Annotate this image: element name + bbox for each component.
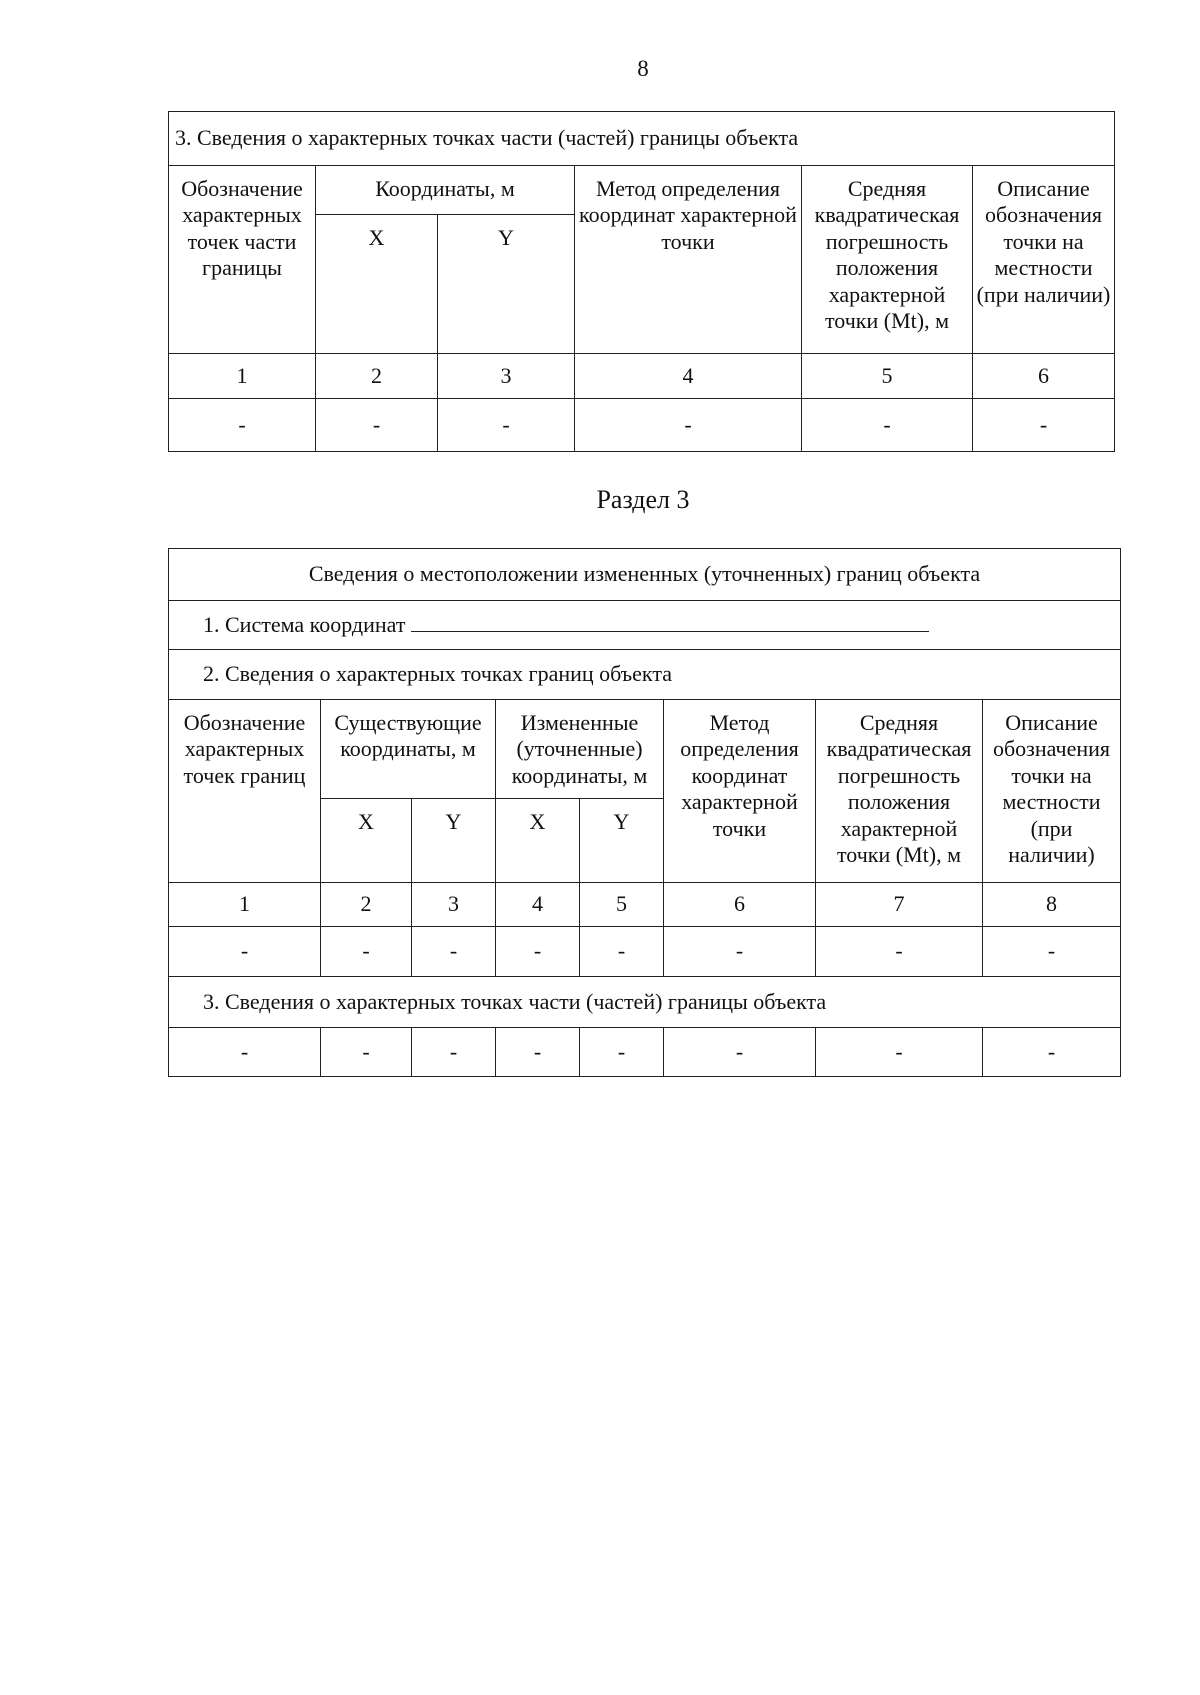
col-header-error: Средняя квадратическая погрешность положения характерной точки (Mt), м	[802, 166, 973, 354]
column-number: 4	[575, 354, 802, 399]
column-number: 2	[316, 354, 438, 399]
section-title: Раздел 3	[596, 485, 690, 514]
col-header-method: Метод определения координат характерной точки	[575, 166, 802, 354]
table-cell: -	[802, 399, 973, 452]
table-cell: -	[321, 927, 412, 977]
col-header-y: Y	[580, 799, 664, 883]
table-cell: -	[816, 927, 983, 977]
subsection-title: 3. Сведения о характерных точках части (частей) границы объекта	[169, 977, 1121, 1028]
col-header-x: X	[321, 799, 412, 883]
col-header-x: X	[496, 799, 580, 883]
column-number: 7	[816, 883, 983, 927]
column-number: 2	[321, 883, 412, 927]
coordinate-system-row	[169, 601, 1121, 650]
column-number: 5	[802, 354, 973, 399]
col-header-x: X	[316, 215, 438, 354]
col-header-method: Метод определения координат характерной точки	[664, 700, 816, 883]
table-cell: -	[664, 927, 816, 977]
table-cell: -	[973, 399, 1115, 452]
col-header-points: Обозначение характерных точек части границы	[169, 166, 316, 354]
col-header-y: Y	[438, 215, 575, 354]
coordinate-system-label: 1. Система координат	[203, 612, 406, 638]
col-header-y: Y	[412, 799, 496, 883]
table-cell: -	[496, 1028, 580, 1077]
table-cell: -	[580, 927, 664, 977]
table-cell: -	[496, 927, 580, 977]
column-number: 8	[983, 883, 1121, 927]
column-number: 3	[412, 883, 496, 927]
table-cell: -	[575, 399, 802, 452]
table-cell: -	[983, 927, 1121, 977]
table-title: Сведения о местоположении измененных (уточненных) границ объекта	[169, 549, 1121, 601]
col-header-existing-coords: Существующие координаты, м	[321, 700, 496, 799]
column-number: 6	[973, 354, 1115, 399]
column-number: 1	[169, 354, 316, 399]
column-number: 5	[580, 883, 664, 927]
table-cell: -	[169, 399, 316, 452]
table-cell: -	[412, 927, 496, 977]
table-cell: -	[169, 1028, 321, 1077]
table-cell: -	[438, 399, 575, 452]
col-header-description: Описание обозначения точки на местности (при наличии)	[983, 700, 1121, 883]
col-header-coords: Координаты, м	[316, 166, 575, 215]
col-header-points: Обозначение характерных точек границ	[169, 700, 321, 883]
table-cell: -	[412, 1028, 496, 1077]
col-header-changed-coords: Измененные (уточненные) координаты, м	[496, 700, 664, 799]
column-number: 4	[496, 883, 580, 927]
table-cell: -	[816, 1028, 983, 1077]
boundaries-table	[168, 548, 1121, 1077]
table-title: 3. Сведения о характерных точках части (частей) границы объекта	[169, 112, 1115, 166]
column-number: 6	[664, 883, 816, 927]
table-cell: -	[983, 1028, 1121, 1077]
table-cell: -	[316, 399, 438, 452]
table-cell: -	[580, 1028, 664, 1077]
col-header-description: Описание обозначения точки на местности (при наличии)	[973, 166, 1115, 354]
table-cell: -	[664, 1028, 816, 1077]
subsection-title: 2. Сведения о характерных точках границ объекта	[169, 650, 1121, 700]
page-number: 8	[637, 56, 649, 81]
table-cell: -	[169, 927, 321, 977]
column-number: 3	[438, 354, 575, 399]
column-number: 1	[169, 883, 321, 927]
table-cell: -	[321, 1028, 412, 1077]
coordinate-system-blank	[411, 611, 929, 632]
col-header-error: Средняя квадратическая погрешность положения характерной точки (Mt), м	[816, 700, 983, 883]
parts-points-table	[168, 111, 1115, 452]
